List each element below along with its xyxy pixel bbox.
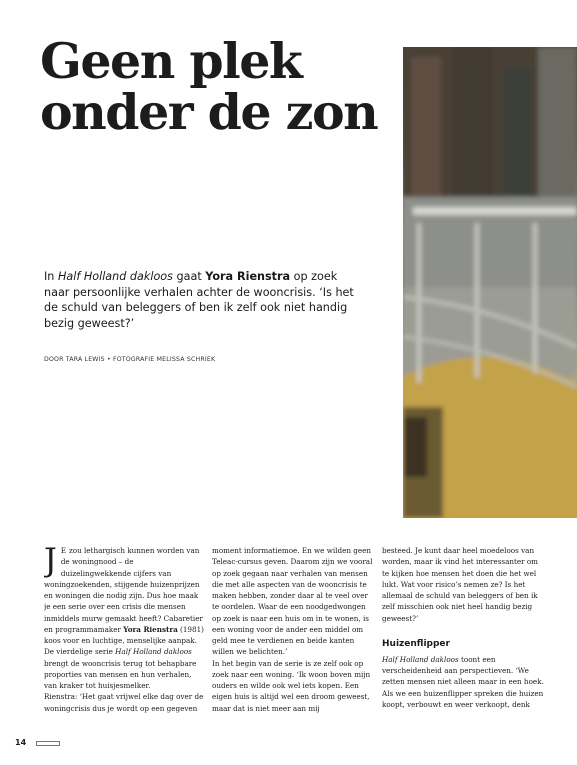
body-paragraph: besteed. Je kunt daar heel moedeloos van worden, maar ik vind het interessanter om te kijken hoe mensen het doen die het wel lukt. Wat voor risico’s nemen ze? Is het allemaal de schuld van beleggers of ben ik zelf misschien ook niet heel handig bezig geweest?’ <box>382 546 538 623</box>
body-column-3 <box>382 545 544 725</box>
headline <box>40 32 400 141</box>
body-text: toont een verscheidenheid aan perspectieven. ‘We zetten mensen niet alleen maar in een hoek. Als we een huizenflipper spreken die huizen koopt, verbouwt en weer verkoopt, denk <box>382 654 544 709</box>
body-paragraph: In het begin van de serie is ze zelf ook op zoek naar een woning. ‘Ik woon boven mijn ouders en wilde ook wel iets kopen. Een eigen huis is altijd wel een droom geweest, maar dat is niet meer aan mij <box>212 658 371 713</box>
body-paragraph: Rienstra: ‘Het gaat vrijwel elke dag over de woningcrisis dus je wordt op een gegeven <box>44 692 204 713</box>
page-number: 14 <box>15 738 27 747</box>
body-column-1 <box>44 545 206 725</box>
byline-credits: DOOR TARA LEWIS • FOTOGRAFIE MELISSA SCHRIEK <box>44 356 216 363</box>
body-text: brengt de wooncrisis terug tot behapbare proporties van mensen en hun verhalen, van kraker tot huisjesmelker. <box>44 658 197 690</box>
body-paragraph: moment informatiemoe. En we wilden geen Teleac-cursus geven. Daarom zijn we vooral op zoek gegaan naar verhalen van mensen die met alle aspecten van de wooncrisis te maken hebben, zonder daar al te veel over te oordelen. Waar de een noodgedwongen op zoek is naar een huis om in te wonen, is een woning voor de ander een middel om geld mee te verdienen en beide kanten willen we belichten.’ <box>212 546 373 657</box>
intro-mid: gaat <box>172 270 206 283</box>
body-column-2 <box>212 545 374 715</box>
magazine-logo <box>36 741 60 746</box>
intro-lead: In <box>44 270 58 283</box>
body-text: zou lethargisch kunnen worden van de woningnood – de duizelingwekkende cijfers van woningzoekenden, stijgende huizenprijzen en woningen die nodig zijn. Dus hoe maak je een serie over een crisis die mensen inmiddels murw gemaakt heeft? Cabaretier en programmamaker <box>44 546 203 634</box>
intro-lede <box>44 269 364 331</box>
show-title: Half Holland dakloos <box>115 647 192 657</box>
intro-rest: op zoek naar persoonlijke verhalen achter de wooncrisis. ‘Is het de schuld van beleggers of ben ik zelf ook niet handig bezig geweest?’ <box>44 270 354 330</box>
show-title: Half Holland dakloos <box>382 654 459 664</box>
intro-show-title: Half Holland dakloos <box>57 270 173 283</box>
intro-presenter-name: Yora Rienstra <box>205 270 291 283</box>
section-subhead: Huizenflipper <box>382 638 450 649</box>
headline-line-1: Geen plek <box>40 32 302 90</box>
article-photo <box>403 47 577 518</box>
drop-cap: J <box>44 545 57 579</box>
body-text: (1981) koos voor en luchtige, menselijke aanpak. De vierdelige serie <box>44 624 204 657</box>
drop-cap-continuation: E <box>60 546 67 555</box>
headline-line-2: onder de zon <box>40 83 378 141</box>
presenter-name: Yora Rienstra <box>123 624 178 634</box>
